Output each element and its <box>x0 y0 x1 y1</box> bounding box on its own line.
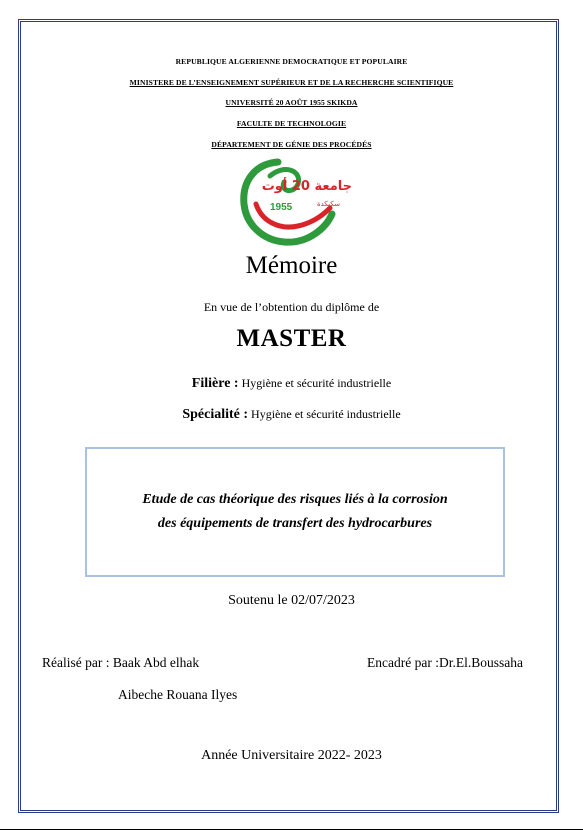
logo-year: 1955 <box>270 202 293 213</box>
page-bottom-rule <box>0 829 583 830</box>
specialite-label: Spécialité : <box>182 407 249 422</box>
academic-year: Année Universitaire 2022- 2023 <box>201 748 382 763</box>
authors-label: Réalisé par : <box>42 655 110 670</box>
degree-title: MASTER <box>236 325 347 352</box>
university-logo <box>240 158 355 248</box>
supervisor-line <box>367 655 523 671</box>
document-type: Mémoire <box>245 252 338 279</box>
defense-date: Soutenu le 02/07/2023 <box>228 593 355 608</box>
logo-arabic-name: جامعة 20 أوت <box>261 179 352 194</box>
logo-arabic-city: سكيكدة <box>316 200 340 208</box>
filiere-label: Filière : <box>191 376 239 391</box>
thesis-title-box <box>85 447 505 577</box>
header-republic: REPUBLIQUE ALGERIENNE DEMOCRATIQUE ET POPULAIRE <box>175 57 408 66</box>
supervisor-name: Dr.El.Boussaha <box>438 655 523 670</box>
header-department: DÉPARTEMENT DE GÉNIE DES PROCÉDÉS <box>211 140 372 149</box>
thesis-title-line2: des équipements de transfert des hydrocarbures <box>157 516 433 531</box>
filiere-line <box>0 376 583 392</box>
thesis-title-line1: Etude de cas théorique des risques liés à la corrosion <box>142 492 448 507</box>
author-first: Baak Abd elhak <box>112 655 200 670</box>
specialite-line <box>0 407 583 423</box>
filiere-value: Hygiène et sécurité industrielle <box>241 376 392 390</box>
authors-line <box>42 655 199 671</box>
author-second: Aibeche Rouana Ilyes <box>118 687 238 702</box>
supervisor-label: Encadré par : <box>367 655 439 670</box>
specialite-value: Hygiène et sécurité industrielle <box>251 407 401 421</box>
header-ministry: MINISTERE DE L’ENSEIGNEMENT SUPÉRIEUR ET DE LA RECHERCHE SCIENTIFIQUE <box>129 78 454 87</box>
obtention-line: En vue de l’obtention du diplôme de <box>203 300 380 314</box>
header-faculty: FACULTE DE TECHNOLOGIE <box>236 119 347 128</box>
header-university: UNIVERSITÉ 20 AOÛT 1955 SKIKDA <box>225 98 358 107</box>
